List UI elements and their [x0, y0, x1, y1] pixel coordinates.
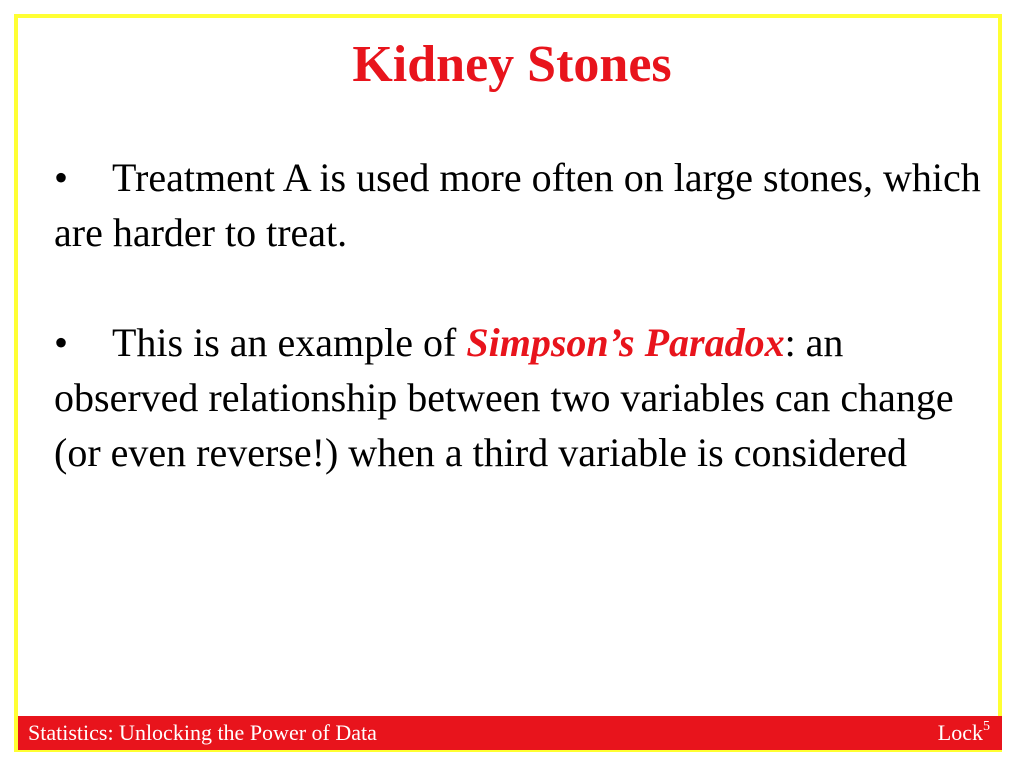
bullet-marker: • [54, 155, 69, 200]
bullet-item-2 [54, 315, 989, 480]
bullet-marker: • [54, 320, 69, 365]
footer-author-name: Lock [937, 720, 983, 745]
footer-author [938, 716, 990, 750]
bullet-item-1 [54, 150, 989, 260]
bullet-text-after: : an observed relationship between two variables can change (or even reverse!) when a third variable is considered [54, 320, 954, 475]
slide-title: Kidney Stones [352, 36, 672, 93]
footer-author-superscript: 5 [983, 719, 990, 734]
emphasis-term: Simpson’s Paradox [466, 320, 785, 365]
footer-bar [18, 716, 1002, 750]
slide-content [54, 150, 989, 480]
bullet-text-before: This is an example of [112, 320, 467, 365]
footer-book-title: Statistics: Unlocking the Power of Data [28, 720, 377, 745]
bullet-text: Treatment A is used more often on large stones, which are harder to treat. [54, 155, 981, 255]
